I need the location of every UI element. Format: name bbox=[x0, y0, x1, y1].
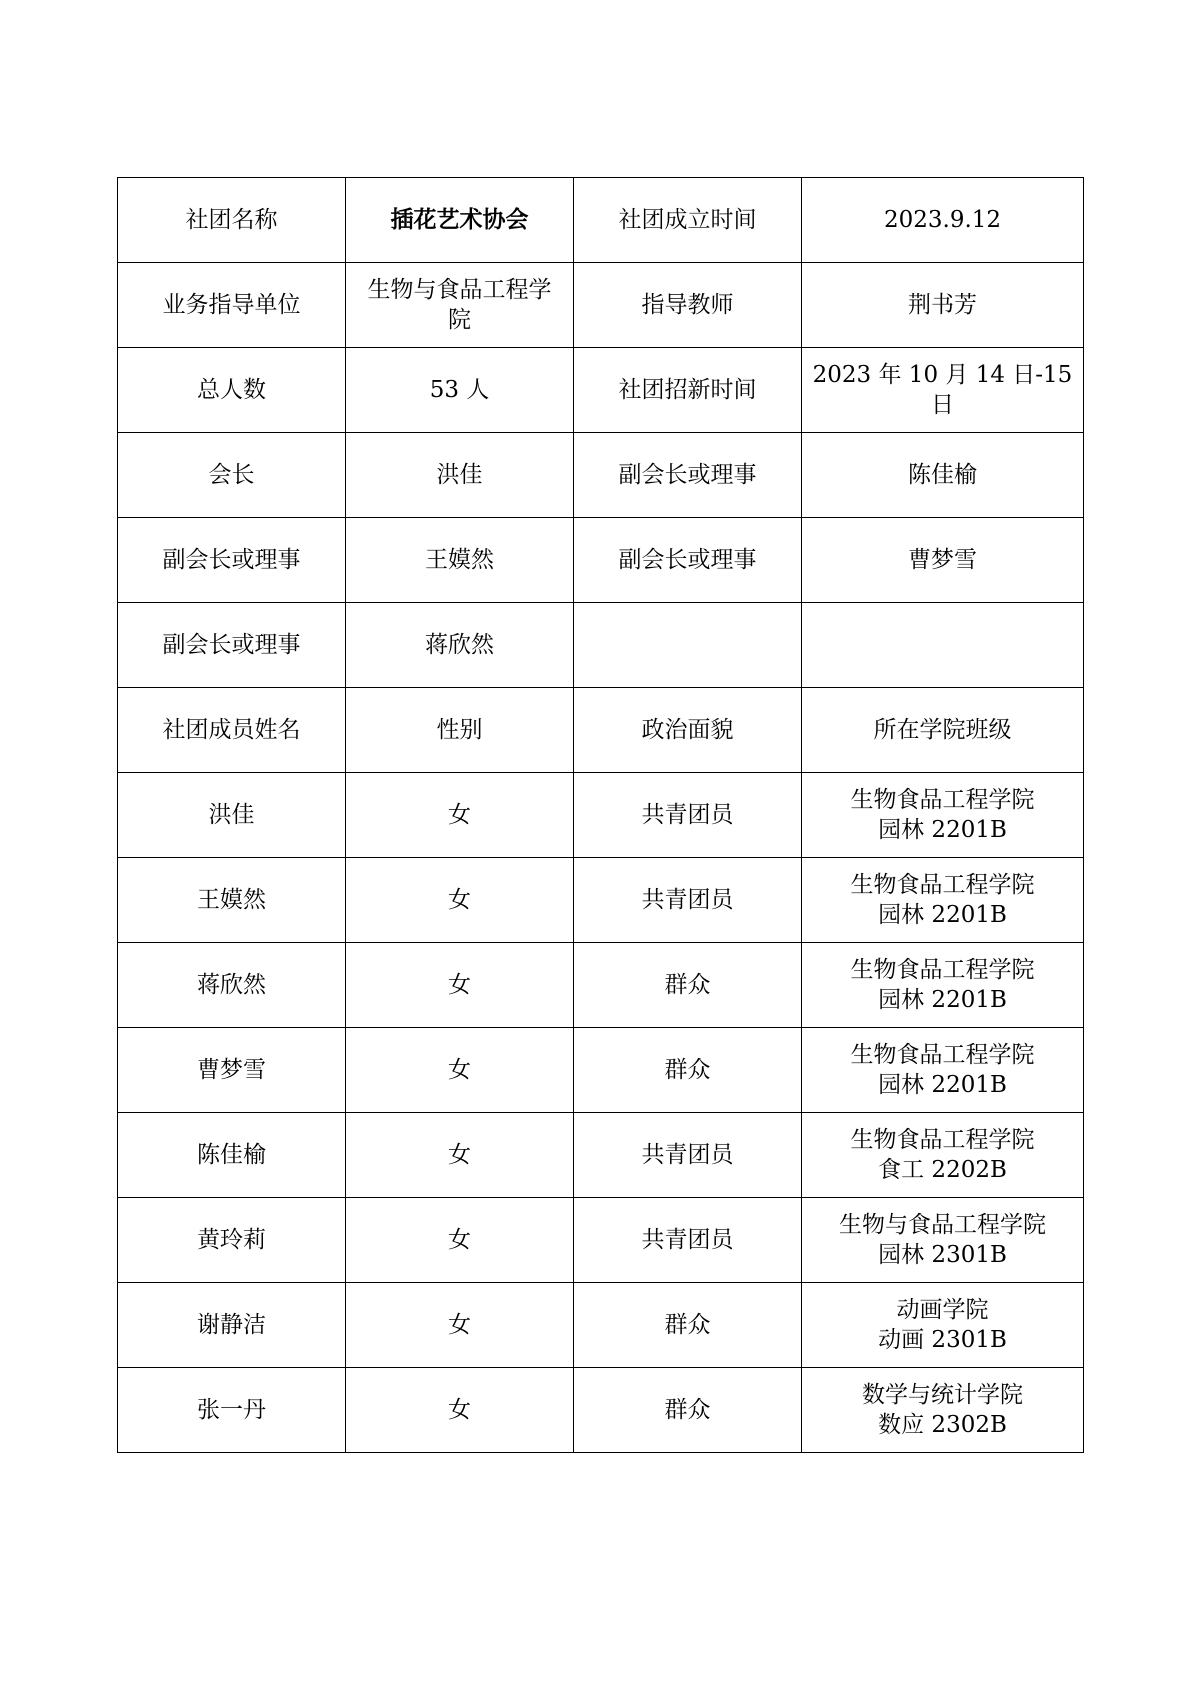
member-class: 园林 2201B bbox=[878, 1072, 1007, 1098]
header-political-status: 政治面貌 bbox=[574, 688, 802, 773]
member-row bbox=[118, 773, 1084, 858]
member-college: 生物食品工程学院 bbox=[850, 1127, 1035, 1153]
info-row-supervisor bbox=[118, 263, 1084, 348]
member-gender: 女 bbox=[346, 858, 574, 943]
member-name: 曹梦雪 bbox=[118, 1028, 346, 1113]
member-row bbox=[118, 1283, 1084, 1368]
vice-president-value: 曹梦雪 bbox=[802, 518, 1084, 603]
advisor-label: 指导教师 bbox=[574, 263, 802, 348]
member-class: 食工 2202B bbox=[878, 1157, 1007, 1183]
member-row bbox=[118, 1028, 1084, 1113]
member-gender: 女 bbox=[346, 1368, 574, 1453]
founded-date-label: 社团成立时间 bbox=[574, 178, 802, 263]
vice-president-label: 副会长或理事 bbox=[574, 433, 802, 518]
president-label: 会长 bbox=[118, 433, 346, 518]
info-row-vice-1 bbox=[118, 518, 1084, 603]
recruitment-time-label: 社团招新时间 bbox=[574, 348, 802, 433]
member-college: 生物食品工程学院 bbox=[850, 872, 1035, 898]
member-political-status: 共青团员 bbox=[574, 858, 802, 943]
member-class: 园林 2201B bbox=[878, 817, 1007, 843]
member-class: 园林 2201B bbox=[878, 987, 1007, 1013]
member-political-status: 群众 bbox=[574, 1368, 802, 1453]
member-college: 生物与食品工程学院 bbox=[839, 1212, 1046, 1238]
recruitment-time-value: 2023 年 10 月 14 日-15 日 bbox=[802, 348, 1084, 433]
member-college-class bbox=[802, 1113, 1084, 1198]
member-name: 洪佳 bbox=[118, 773, 346, 858]
vice-president-value: 蒋欣然 bbox=[346, 603, 574, 688]
member-gender: 女 bbox=[346, 1113, 574, 1198]
club-info-table bbox=[117, 177, 1084, 1453]
member-name: 谢静洁 bbox=[118, 1283, 346, 1368]
member-name: 黄玲莉 bbox=[118, 1198, 346, 1283]
header-college-class: 所在学院班级 bbox=[802, 688, 1084, 773]
member-class: 动画 2301B bbox=[878, 1327, 1007, 1353]
info-row-vice-2 bbox=[118, 603, 1084, 688]
member-college-class bbox=[802, 1198, 1084, 1283]
supervising-unit-line1: 生物与食品工程学 bbox=[367, 277, 552, 303]
member-class: 园林 2301B bbox=[878, 1242, 1007, 1268]
total-members-value: 53 人 bbox=[346, 348, 574, 433]
header-member-name: 社团成员姓名 bbox=[118, 688, 346, 773]
member-political-status: 群众 bbox=[574, 943, 802, 1028]
member-gender: 女 bbox=[346, 943, 574, 1028]
member-college: 生物食品工程学院 bbox=[850, 787, 1035, 813]
member-college: 数学与统计学院 bbox=[862, 1382, 1023, 1408]
member-college-class bbox=[802, 1028, 1084, 1113]
member-college: 动画学院 bbox=[896, 1297, 989, 1323]
supervising-unit-label: 业务指导单位 bbox=[118, 263, 346, 348]
member-gender: 女 bbox=[346, 1283, 574, 1368]
member-name: 张一丹 bbox=[118, 1368, 346, 1453]
president-value: 洪佳 bbox=[346, 433, 574, 518]
member-college: 生物食品工程学院 bbox=[850, 1042, 1035, 1068]
club-name-label: 社团名称 bbox=[118, 178, 346, 263]
member-row bbox=[118, 858, 1084, 943]
member-political-status: 群众 bbox=[574, 1028, 802, 1113]
info-row-members-count bbox=[118, 348, 1084, 433]
member-political-status: 共青团员 bbox=[574, 1198, 802, 1283]
member-college: 生物食品工程学院 bbox=[850, 957, 1035, 983]
advisor-value: 荆书芳 bbox=[802, 263, 1084, 348]
member-row bbox=[118, 943, 1084, 1028]
info-row-club-name bbox=[118, 178, 1084, 263]
member-name: 王嫫然 bbox=[118, 858, 346, 943]
header-gender: 性别 bbox=[346, 688, 574, 773]
vice-president-value: 陈佳榆 bbox=[802, 433, 1084, 518]
founded-date-value: 2023.9.12 bbox=[802, 178, 1084, 263]
vice-president-value: 王嫫然 bbox=[346, 518, 574, 603]
member-political-status: 群众 bbox=[574, 1283, 802, 1368]
member-row bbox=[118, 1198, 1084, 1283]
supervising-unit-line2: 院 bbox=[448, 307, 471, 333]
member-name: 陈佳榆 bbox=[118, 1113, 346, 1198]
vice-president-label: 副会长或理事 bbox=[118, 518, 346, 603]
member-class: 园林 2201B bbox=[878, 902, 1007, 928]
member-college-class bbox=[802, 943, 1084, 1028]
total-members-label: 总人数 bbox=[118, 348, 346, 433]
member-rows bbox=[118, 773, 1084, 1453]
vice-president-label: 副会长或理事 bbox=[574, 518, 802, 603]
member-college-class bbox=[802, 858, 1084, 943]
empty-cell bbox=[574, 603, 802, 688]
supervising-unit-value bbox=[346, 263, 574, 348]
member-gender: 女 bbox=[346, 1198, 574, 1283]
member-row bbox=[118, 1113, 1084, 1198]
member-row bbox=[118, 1368, 1084, 1453]
members-header-row bbox=[118, 688, 1084, 773]
member-political-status: 共青团员 bbox=[574, 1113, 802, 1198]
vice-president-label: 副会长或理事 bbox=[118, 603, 346, 688]
member-name: 蒋欣然 bbox=[118, 943, 346, 1028]
member-gender: 女 bbox=[346, 1028, 574, 1113]
empty-cell bbox=[802, 603, 1084, 688]
club-name-value: 插花艺术协会 bbox=[346, 178, 574, 263]
member-gender: 女 bbox=[346, 773, 574, 858]
member-class: 数应 2302B bbox=[878, 1412, 1007, 1438]
member-college-class bbox=[802, 1283, 1084, 1368]
member-college-class bbox=[802, 1368, 1084, 1453]
info-row-president bbox=[118, 433, 1084, 518]
member-college-class bbox=[802, 773, 1084, 858]
member-political-status: 共青团员 bbox=[574, 773, 802, 858]
